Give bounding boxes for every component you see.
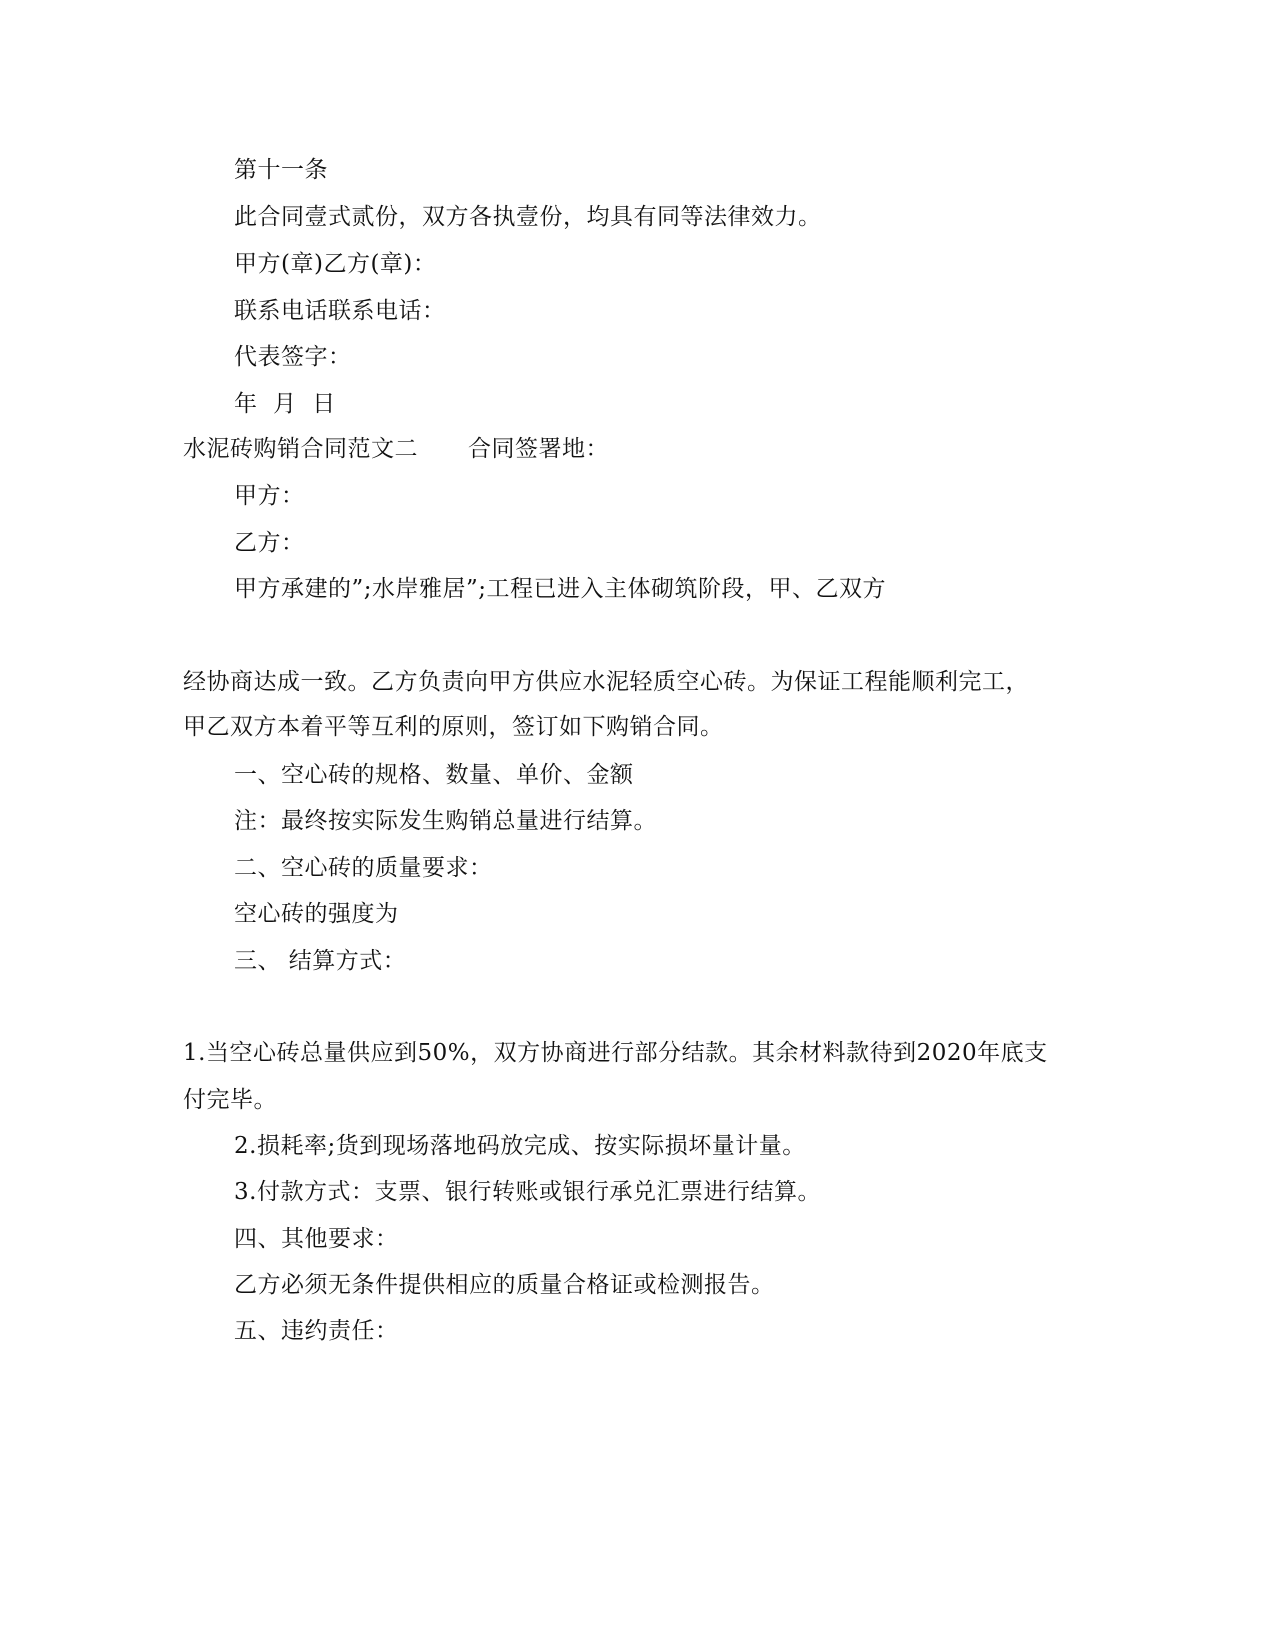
certificate-requirement: 乙方必须无条件提供相应的质量合格证或检测报告。 — [234, 1272, 775, 1298]
preamble-paragraph-cont-2: 甲乙双方本着平等互利的原则，签订如下购销合同。 — [183, 714, 724, 740]
party-b-line: 乙方： — [234, 530, 305, 556]
settlement-item-1-cont: 付完毕。 — [183, 1087, 277, 1113]
contract-title: 水泥砖购销合同范文二 — [183, 436, 418, 462]
phone-line: 联系电话联系电话： — [234, 298, 446, 324]
section-one-heading: 一、空心砖的规格、数量、单价、金额 — [234, 762, 634, 788]
seal-line: 甲方(章)乙方(章)： — [234, 251, 437, 277]
preamble-paragraph-cont-1: 经协商达成一致。乙方负责向甲方供应水泥轻质空心砖。为保证工程能顺利完工， — [183, 669, 1029, 695]
copies-clause: 此合同壹式贰份，双方各执壹份，均具有同等法律效力。 — [234, 204, 822, 230]
section-five-heading: 五、违约责任： — [234, 1318, 399, 1344]
section-two-heading: 二、空心砖的质量要求： — [234, 855, 493, 881]
article-eleven-heading: 第十一条 — [234, 157, 328, 183]
settlement-item-1: 1.当空心砖总量供应到50%，双方协商进行部分结款。其余材料款待到2020年底支 — [183, 1040, 1048, 1066]
note-line: 注：最终按实际发生购销总量进行结算。 — [234, 808, 657, 834]
date-line: 年 月 日 — [234, 391, 336, 417]
party-a-line: 甲方： — [234, 483, 305, 509]
section-three-heading: 三、 结算方式： — [234, 948, 407, 974]
settlement-item-3: 3.付款方式：支票、银行转账或银行承兑汇票进行结算。 — [234, 1179, 821, 1205]
signing-place-label: 合同签署地： — [468, 436, 609, 462]
settlement-item-2: 2.损耗率;货到现场落地码放完成、按实际损坏量计量。 — [234, 1133, 806, 1159]
strength-line: 空心砖的强度为 — [234, 901, 399, 927]
section-four-heading: 四、其他要求： — [234, 1226, 399, 1252]
contract-title-line — [183, 434, 609, 464]
representative-signature-line: 代表签字： — [234, 344, 352, 370]
preamble-paragraph-start: 甲方承建的”;水岸雅居”;工程已进入主体砌筑阶段，甲、乙双方 — [234, 576, 887, 602]
